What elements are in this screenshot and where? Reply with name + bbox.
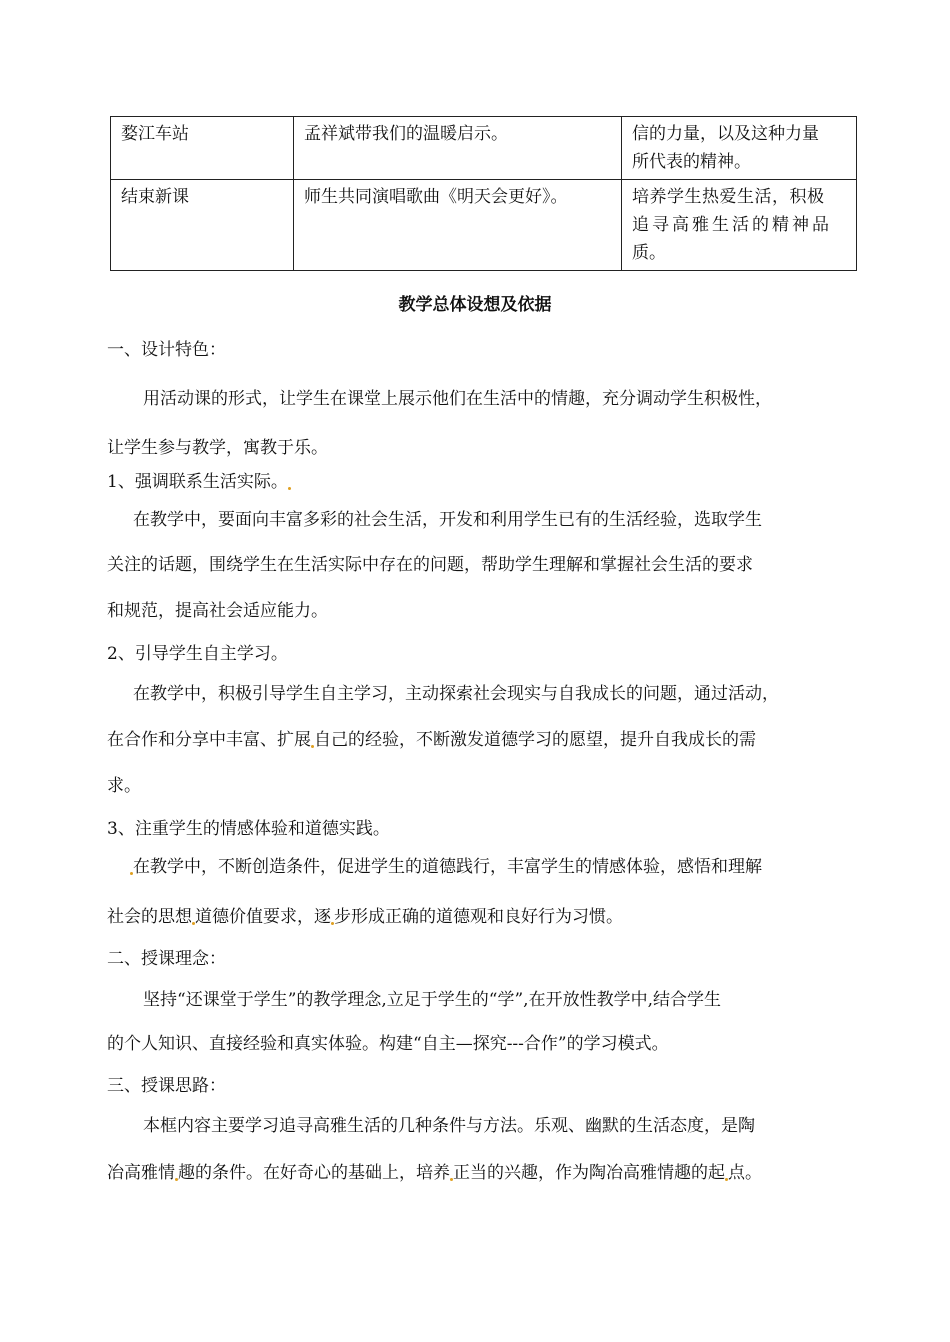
heading-design-features: 一、设计特色： [107,340,226,360]
text-run: 点。 [728,1163,762,1183]
annotation-dot-icon [288,487,291,490]
subheading-line: 2、引导学生自主学习。 [107,644,288,664]
subheading-line: 3、注重学生的情感体验和道德实践。 [107,819,390,839]
text-run: 趣的条件。在好奇心的基础上，培养 [178,1163,450,1183]
cell-line: 信的力量，以及这种力量 [632,124,819,144]
text-run: 步形成正确的道德观和良好行为习惯。 [334,907,623,927]
paragraph-line [130,853,762,881]
heading-teaching-philosophy: 二、授课理念： [107,949,226,969]
paragraph-line: 在教学中，积极引导学生自主学习，主动探索社会现实与自我成长的问题，通过活动， [133,684,779,704]
text-run: 社会的思想 [107,907,192,927]
paragraph-line: 用活动课的形式，让学生在课堂上展示他们在生活中的情趣，充分调动学生积极性， [143,389,772,409]
section-title: 教学总体设想及依据 [398,295,552,315]
paragraph-line [107,903,623,931]
text-run: 在合作和分享中丰富、扩展 [107,730,311,750]
lesson-table [110,116,857,271]
paragraph-line: 本框内容主要学习追寻高雅生活的几种条件与方法。乐观、幽默的生活态度，是陶 [143,1116,755,1136]
table-cell-activity: 孟祥斌带我们的温暖启示。 [294,117,622,180]
subheading-line [107,468,291,496]
text-run: 道德价值要求，逐 [195,907,331,927]
heading-teaching-approach: 三、授课思路： [107,1076,226,1096]
paragraph-line [107,1159,762,1187]
text-run: 在教学中，不断创造条件，促进学生的道德践行，丰富学生的情感体验，感悟和理解 [133,857,762,877]
text-run: 正当的兴趣，作为陶冶高雅情趣的起 [453,1163,725,1183]
text-run: 冶高雅情 [107,1163,175,1183]
table-cell-activity: 师生共同演唱歌曲《明天会更好》。 [294,180,622,271]
paragraph-line: 和规范，提高社会适应能力。 [107,601,328,621]
cell-line: 追寻高雅生活的精神品 [632,215,832,235]
paragraph-line [107,726,756,754]
paragraph-line: 关注的话题，围绕学生在生活实际中存在的问题，帮助学生理解和掌握社会生活的要求 [107,555,753,575]
table-cell-purpose [622,117,857,180]
cell-line: 培养学生热爱生活，积极 [632,187,825,207]
cell-line: 质。 [632,243,666,263]
paragraph-line: 求。 [107,776,141,796]
table-cell-stage: 结束新课 [111,180,294,271]
text-run: 自己的经验，不断激发道德学习的愿望，提升自我成长的需 [314,730,756,750]
paragraph-line: 坚持“还课堂于学生”的教学理念,立足于学生的“学”,在开放性教学中,结合学生 [143,990,721,1010]
paragraph-line: 的个人知识、直接经验和真实体验。构建“自主—探究---合作”的学习模式。 [107,1034,669,1054]
paragraph-line: 让学生参与教学，寓教于乐。 [107,438,328,458]
cell-line: 所代表的精神。 [632,152,751,172]
subheading-text: 1、强调联系生活实际。 [107,472,288,492]
paragraph-line: 在教学中，要面向丰富多彩的社会生活，开发和利用学生已有的生活经验，选取学生 [133,510,762,530]
table-cell-purpose [622,180,857,271]
table-cell-stage: 婺江车站 [111,117,294,180]
table-row [111,180,857,271]
table-row [111,117,857,180]
